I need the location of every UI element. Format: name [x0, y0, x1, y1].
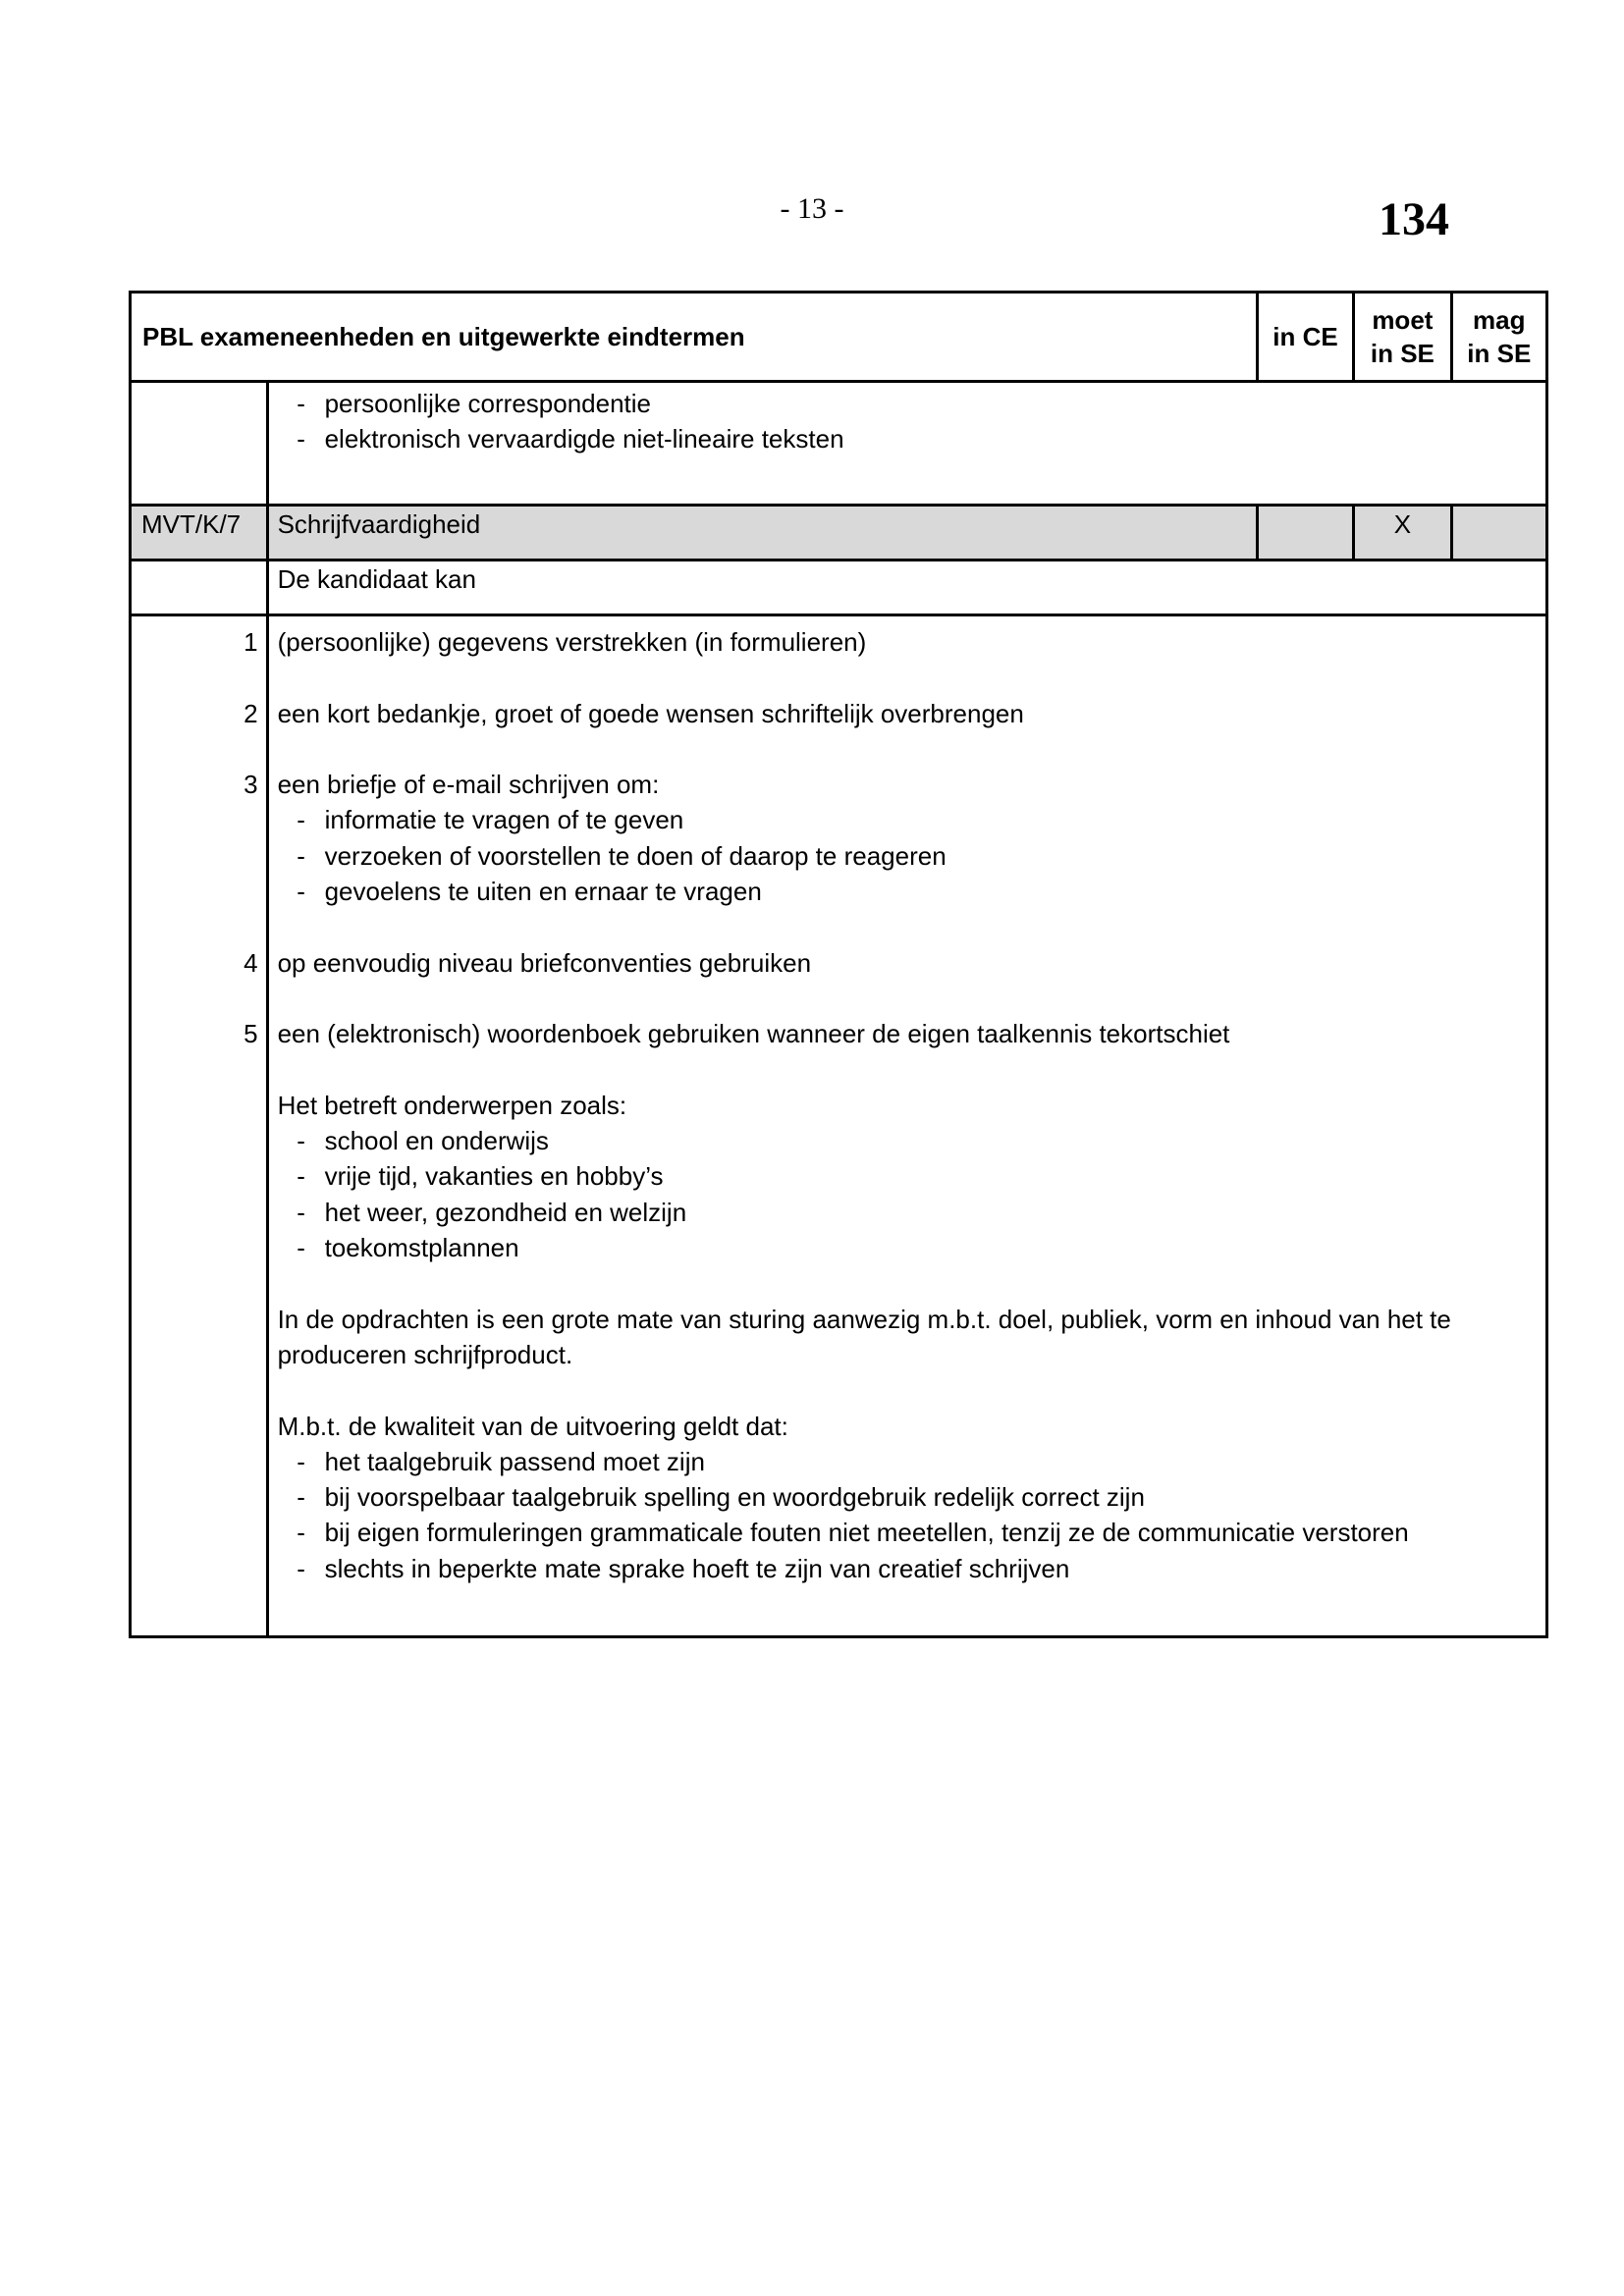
unit-row [131, 506, 1547, 561]
unit-moet-in-se: X [1354, 506, 1451, 561]
unit-name: Schrijfvaardigheid [267, 506, 1257, 561]
continuation-row [131, 382, 1547, 506]
bullet-text: persoonlijke correspondentie [324, 389, 652, 418]
item-text: een briefje of e-mail schrijven om: [277, 770, 660, 800]
bullet-dash: - [297, 1161, 305, 1192]
list-item [278, 1479, 1538, 1515]
header-mag-line2: in SE [1467, 339, 1532, 368]
empty-code-cell [131, 561, 268, 615]
bullet-dash: - [297, 1482, 305, 1513]
item-numbers-cell [131, 615, 268, 1637]
bullet-dash: - [297, 1446, 305, 1476]
header-in-ce: in CE [1257, 293, 1353, 382]
header-mag-in-se [1451, 293, 1546, 382]
item-text: een (elektronisch) woordenboek gebruiken wanneer de eigen taalkennis tekortschiet [277, 1019, 1230, 1049]
item-number: 4 [244, 947, 258, 978]
item-number: 1 [244, 627, 258, 657]
bullet-text: bij voorspelbaar taalgebruik spelling en woordgebruik redelijk correct zijn [324, 1482, 1145, 1513]
table-header-row [131, 293, 1547, 382]
item-number: 5 [244, 1019, 258, 1049]
header-mag-line1: mag [1473, 305, 1526, 335]
header-title: PBL exameneenheden en uitgewerkte eindtermen [131, 293, 1258, 382]
bullet-text: gevoelens te uiten en ernaar te vragen [324, 877, 762, 907]
list-item [278, 1230, 1538, 1265]
header-moet-line2: in SE [1370, 339, 1435, 368]
bullet-dash: - [297, 1553, 305, 1583]
bullet-text: slechts in beperkte mate sprake hoeft te zijn van creatief schrijven [324, 1553, 1070, 1583]
guidance-text: In de opdrachten is een grote mate van sturing aanwezig m.b.t. doel, publiek, vorm en inhoud van het te produceren schrijfproduct. [277, 1304, 1451, 1369]
topics-heading: Het betreft onderwerpen zoals: [277, 1090, 627, 1120]
list-item [278, 874, 1538, 909]
bullet-text: informatie te vragen of te geven [324, 805, 684, 835]
list-item [278, 386, 1538, 421]
quality-heading: M.b.t. de kwaliteit van de uitvoering geldt dat: [277, 1411, 788, 1441]
bullet-dash: - [297, 1518, 305, 1548]
item-text: op eenvoudig niveau briefconventies gebruiken [277, 947, 812, 978]
intro-text: De kandidaat kan [267, 561, 1546, 615]
list-item [278, 421, 1538, 456]
bullet-text: elektronisch vervaardigde niet-lineaire teksten [324, 424, 844, 454]
items-text-cell [267, 615, 1546, 1637]
unit-code: MVT/K/7 [131, 506, 268, 561]
header-moet-line1: moet [1372, 305, 1434, 335]
bullet-text: school en onderwijs [324, 1126, 549, 1156]
bullet-text: bij eigen formuleringen grammaticale fouten niet meetellen, tenzij ze de communicatie verstoren [324, 1518, 1409, 1548]
bullet-dash: - [297, 877, 305, 907]
list-item [278, 1123, 1538, 1158]
list-item [278, 1158, 1538, 1194]
item-text: een kort bedankje, groet of goede wensen schriftelijk overbrengen [277, 698, 1024, 728]
bullet-dash: - [297, 424, 305, 454]
page-number: - 13 - [780, 192, 844, 225]
bullet-dash: - [297, 1233, 305, 1263]
list-item [278, 1515, 1538, 1550]
item-number: 2 [244, 698, 258, 728]
bullet-text: vrije tijd, vakanties en hobby’s [324, 1161, 664, 1192]
unit-in-ce [1257, 506, 1353, 561]
bullet-dash: - [297, 1197, 305, 1227]
item-number: 3 [244, 770, 258, 800]
exam-units-table [129, 291, 1548, 1638]
bullet-dash: - [297, 389, 305, 418]
list-item [278, 1551, 1538, 1586]
list-item [278, 1195, 1538, 1230]
list-item [278, 802, 1538, 837]
items-row [131, 615, 1547, 1637]
bullet-dash: - [297, 805, 305, 835]
intro-row [131, 561, 1547, 615]
empty-code-cell [131, 382, 268, 506]
bullet-dash: - [297, 1126, 305, 1156]
document-number: 134 [1379, 193, 1449, 245]
bullet-text: het weer, gezondheid en welzijn [324, 1197, 687, 1227]
continuation-cell [267, 382, 1546, 506]
list-item [278, 838, 1538, 874]
header-moet-in-se [1354, 293, 1451, 382]
bullet-text: verzoeken of voorstellen te doen of daarop te reageren [324, 840, 947, 871]
list-item [278, 1444, 1538, 1479]
bullet-text: het taalgebruik passend moet zijn [324, 1446, 705, 1476]
unit-mag-in-se [1451, 506, 1546, 561]
bullet-dash: - [297, 840, 305, 871]
item-text: (persoonlijke) gegevens verstrekken (in formulieren) [277, 627, 867, 657]
bullet-text: toekomstplannen [324, 1233, 519, 1263]
